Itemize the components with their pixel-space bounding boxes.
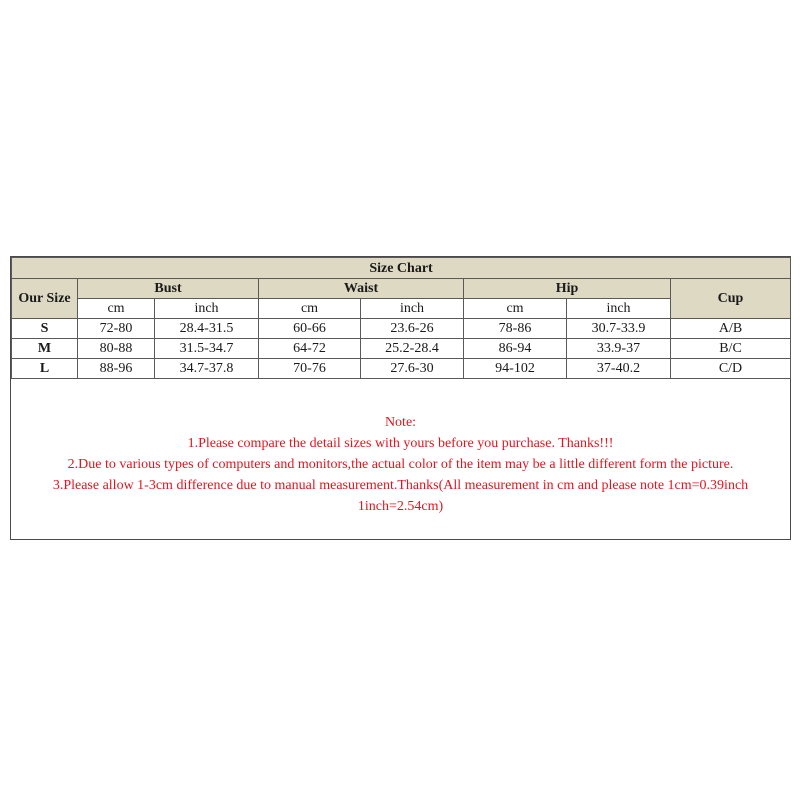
note-line-1: 1.Please compare the detail sizes with yours before you purchase. Thanks!!! <box>187 436 614 451</box>
size-chart-title: Size Chart <box>12 258 791 279</box>
cup-cell: A/B <box>671 319 791 339</box>
waist-cm-cell: 60-66 <box>259 319 361 339</box>
hip-inch-cell: 30.7-33.9 <box>567 319 671 339</box>
cup-header: Cup <box>671 279 791 319</box>
hip-header: Hip <box>464 279 671 299</box>
hip-cm-cell: 86-94 <box>464 339 567 359</box>
size-chart-table <box>11 257 791 379</box>
waist-cm-cell: 70-76 <box>259 359 361 379</box>
note-line-4: 1inch=2.54cm) <box>357 499 444 514</box>
unit-header-hip-cm: cm <box>464 299 567 319</box>
waist-cm-cell: 64-72 <box>259 339 361 359</box>
size-chart-panel <box>10 256 791 540</box>
hip-inch-cell: 37-40.2 <box>567 359 671 379</box>
unit-header-waist-cm: cm <box>259 299 361 319</box>
unit-header-bust-inch: inch <box>155 299 259 319</box>
bust-cm-cell: 80-88 <box>78 339 155 359</box>
bust-header: Bust <box>78 279 259 299</box>
unit-header-hip-inch: inch <box>567 299 671 319</box>
table-row <box>12 319 791 339</box>
bust-cm-cell: 72-80 <box>78 319 155 339</box>
waist-inch-cell: 27.6-30 <box>361 359 464 379</box>
unit-header-bust-cm: cm <box>78 299 155 319</box>
bust-cm-cell: 88-96 <box>78 359 155 379</box>
hip-cm-cell: 94-102 <box>464 359 567 379</box>
notes-block <box>11 412 790 517</box>
hip-inch-cell: 33.9-37 <box>567 339 671 359</box>
waist-inch-cell: 23.6-26 <box>361 319 464 339</box>
note-line-2: 2.Due to various types of computers and monitors,the actual color of the item may be a little different form the picture. <box>67 457 734 472</box>
bust-inch-cell: 34.7-37.8 <box>155 359 259 379</box>
waist-header: Waist <box>259 279 464 299</box>
hip-cm-cell: 78-86 <box>464 319 567 339</box>
bust-inch-cell: 28.4-31.5 <box>155 319 259 339</box>
size-label: S <box>12 319 78 339</box>
cup-cell: B/C <box>671 339 791 359</box>
note-heading: Note: <box>384 415 417 430</box>
table-row <box>12 359 791 379</box>
cup-cell: C/D <box>671 359 791 379</box>
table-row <box>12 339 791 359</box>
bust-inch-cell: 31.5-34.7 <box>155 339 259 359</box>
our-size-header: Our Size <box>12 279 78 319</box>
size-label: M <box>12 339 78 359</box>
size-label: L <box>12 359 78 379</box>
unit-header-waist-inch: inch <box>361 299 464 319</box>
waist-inch-cell: 25.2-28.4 <box>361 339 464 359</box>
note-line-3: 3.Please allow 1-3cm difference due to manual measurement.Thanks(All measurement in cm and please note 1cm=0.39inch <box>52 478 749 493</box>
